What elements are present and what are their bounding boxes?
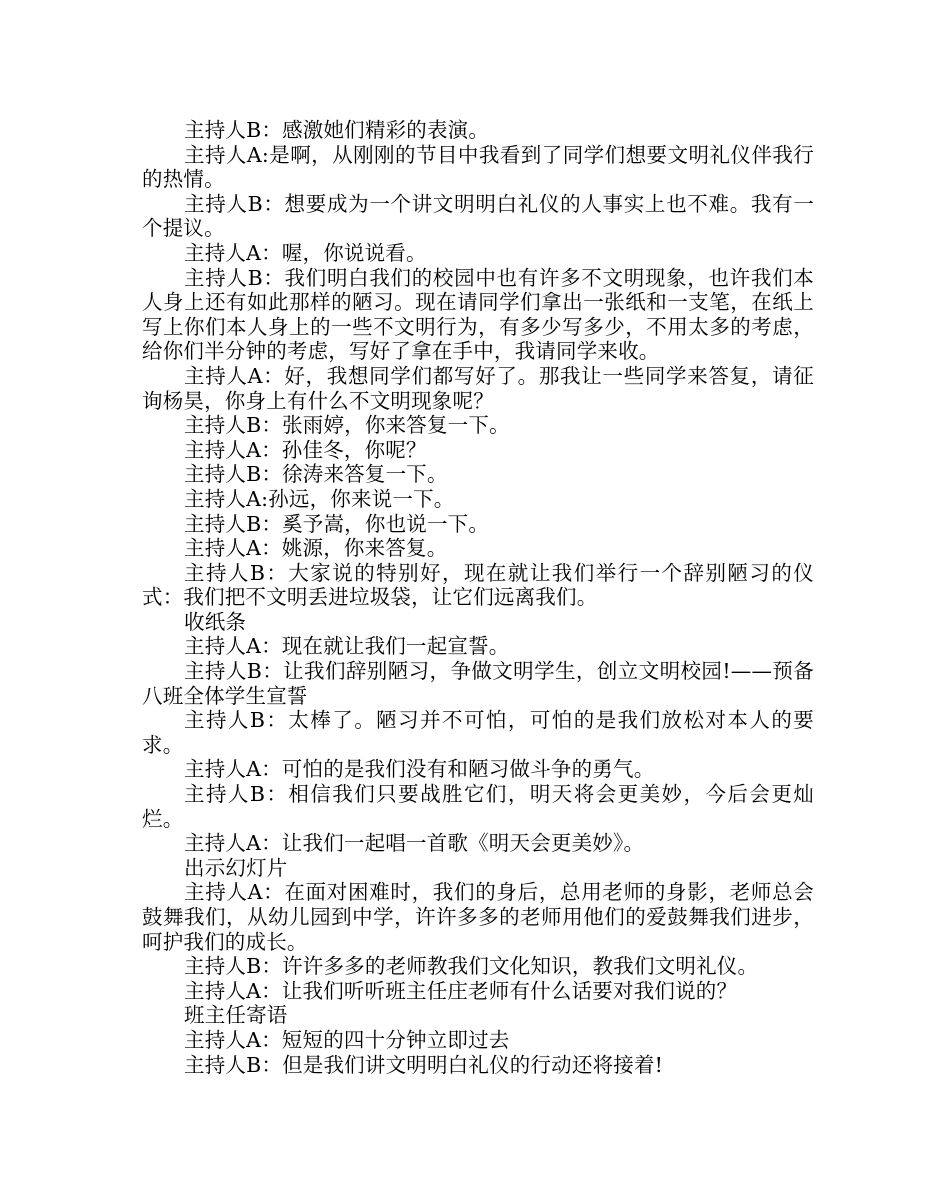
paragraph: 主持人B：但是我们讲文明明白礼仪的行动还将接着! [184,1052,664,1077]
paragraph: 主持人B：我们明白我们的校园中也有许多不文明现象，也许我们本人身上还有如此那样的陋习。现在请同学们拿出一张纸和一支笔，在纸上写上你们本人身上的一些不文明行为，有多少写多少，不用太多的考虑，给你们半分钟的考虑，写好了拿在手中，我请同学来收。 [142,265,814,364]
document-body [142,118,814,1077]
paragraph: 主持人A：让我们一起唱一首歌《明天会更美妙》。 [184,831,645,856]
paragraph: 主持人A：可怕的是我们没有和陋习做斗争的勇气。 [184,757,655,782]
paragraph: 主持人A：在面对困难时，我们的身后，总用老师的身影，老师总会鼓舞我们，从幼儿园到中学，许许多多的老师用他们的爱鼓舞我们进步，呵护我们的成长。 [142,880,814,954]
paragraph: 主持人B：徐涛来答复一下。 [184,462,448,487]
paragraph: 主持人B：奚予嵩，你也说一下。 [184,511,490,536]
paragraph: 主持人A：姚源，你来答复。 [184,536,448,561]
paragraph: 主持人A：好，我想同学们都写好了。那我让一些同学来答复，请征询杨昊，你身上有什么不文明现象呢？ [142,363,814,413]
paragraph: 班主任寄语 [184,1003,288,1028]
paragraph: 主持人A：让我们听听班主任庄老师有什么话要对我们说的？ [184,978,738,1003]
paragraph: 主持人B：相信我们只要战胜它们，明天将会更美妙，今后会更灿烂。 [142,782,814,831]
paragraph: 主持人B：让我们辞别陋习，争做文明学生，创立文明校园!——预备八班全体学生宣誓 [142,659,814,708]
paragraph: 主持人B：大家说的特别好，现在就让我们举行一个辞别陋习的仪式：我们把不文明丢进垃圾袋，让它们远离我们。 [142,560,814,610]
paragraph: 出示幻灯片 [184,855,288,880]
paragraph: 主持人B：想要成为一个讲文明明白礼仪的人事实上也不难。我有一个提议。 [142,191,814,241]
paragraph: 主持人A：喔，你说说看。 [184,240,427,265]
paragraph: 主持人A：短短的四十分钟立即过去 [184,1027,510,1052]
paragraph: 主持人A:是啊，从刚刚的节目中我看到了同学们想要文明礼仪伴我行的热情。 [142,142,814,192]
paragraph: 主持人B：许许多多的老师教我们文化知识，教我们文明礼仪。 [184,954,759,979]
paragraph: 主持人A：现在就让我们一起宣誓。 [184,634,510,659]
paragraph: 主持人B：太棒了。陋习并不可怕，可怕的是我们放松对本人的要求。 [142,708,814,757]
paragraph: 主持人A：孙佳冬，你呢？ [184,437,427,462]
paragraph: 收纸条 [184,609,247,634]
paragraph: 主持人A:孙远，你来说一下。 [184,486,455,511]
paragraph: 主持人B：感激她们精彩的表演。 [184,118,490,142]
paragraph: 主持人B：张雨婷，你来答复一下。 [184,413,510,438]
